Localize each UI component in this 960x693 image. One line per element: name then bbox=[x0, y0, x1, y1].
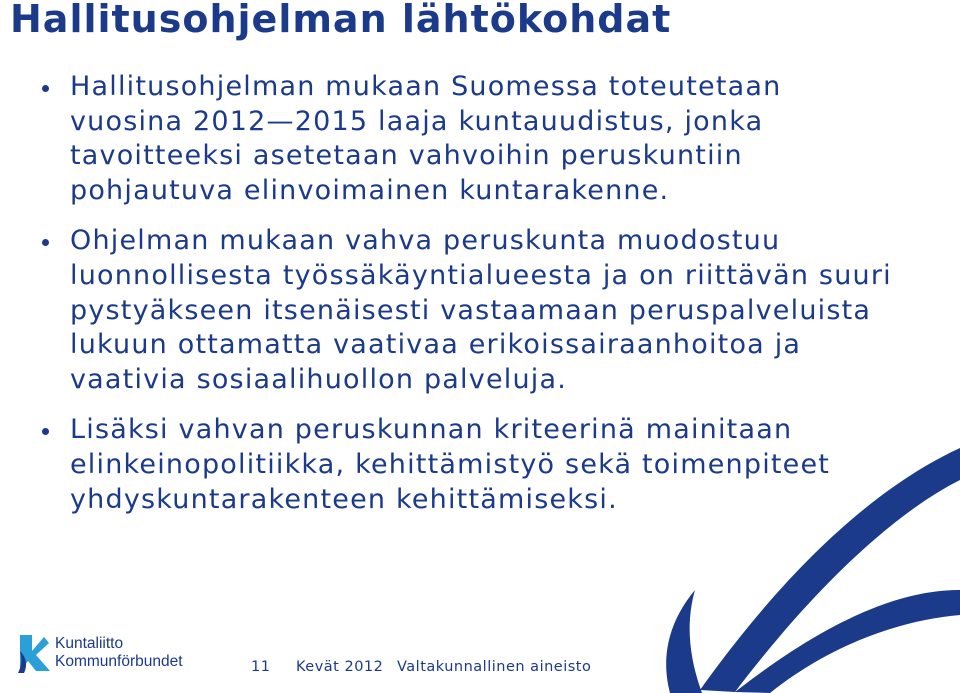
kuntaliitto-logo-icon bbox=[16, 631, 52, 673]
bullet-dot-icon bbox=[42, 85, 49, 92]
logo-text bbox=[55, 635, 183, 671]
page-number: 11 bbox=[251, 659, 271, 675]
bullet-dot-icon bbox=[42, 428, 49, 435]
bullet-text: Ohjelman mukaan vahva peruskunta muodostuu luonnollisesta työssäkäyntialueesta ja on riittävän suuri pystyäkseen itsenäisesti vastaamaan peruspalveluista lukuun ottamatta vaativaa erikoissairaanhoitoa ja vaativia sosiaalihuollon palveluja. bbox=[70, 225, 892, 395]
bullet-item bbox=[40, 224, 900, 397]
logo-name-sv: Kommunförbundet bbox=[55, 653, 183, 670]
logo-name-fi: Kuntaliitto bbox=[55, 635, 124, 652]
bullet-dot-icon bbox=[42, 239, 49, 246]
footer-classification: Valtakunnallinen aineisto bbox=[397, 659, 592, 675]
footer-date: Kevät 2012 bbox=[296, 659, 384, 675]
bullet-text: Lisäksi vahvan peruskunnan kriteerinä mainitaan elinkeinopolitiikka, kehittämistyö sekä toimenpiteet yhdyskuntarakenteen kehittämiseksi. bbox=[70, 414, 831, 515]
slide-title: Hallitusohjelman lähtökohdat bbox=[10, 0, 672, 41]
footer bbox=[0, 625, 960, 693]
bullet-item bbox=[40, 70, 900, 208]
bullet-text: Hallitusohjelman mukaan Suomessa toteutetaan vuosina 2012—2015 laaja kuntauudistus, jonka tavoitteeksi asetetaan vahvoihin peruskuntiin pohjautuva elinvoimainen kuntarakenne. bbox=[70, 71, 782, 206]
